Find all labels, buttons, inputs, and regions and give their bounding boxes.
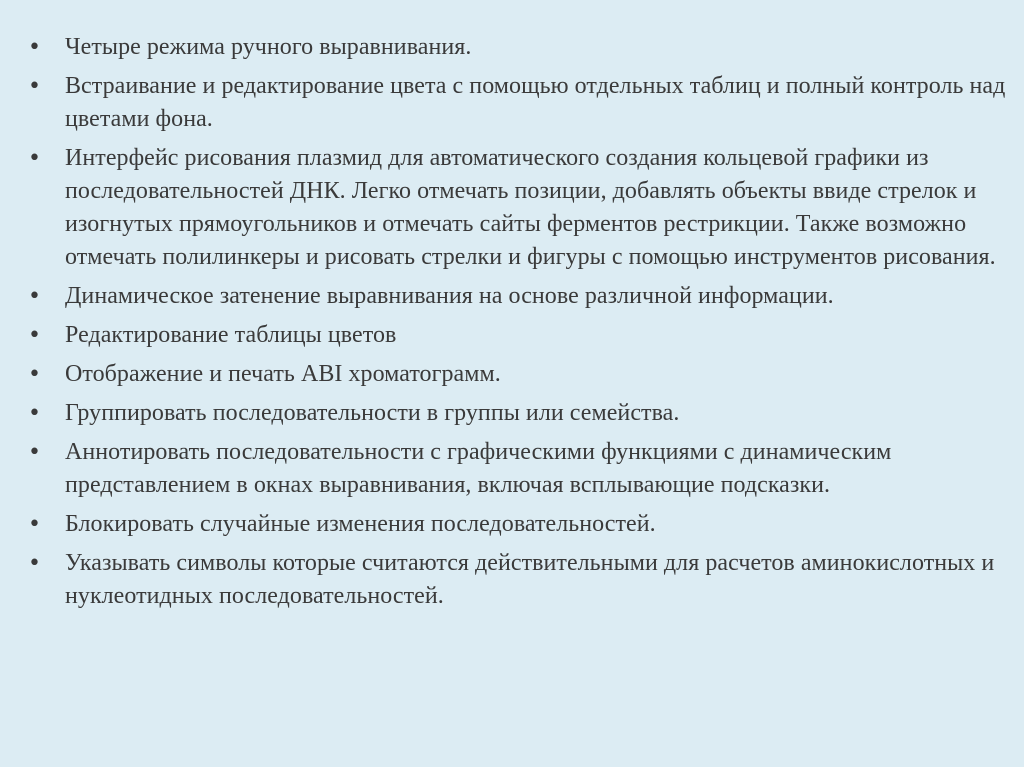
bullet-text: Аннотировать последовательности с графическими функциями с динамическим представлением в окнах выравнивания, включая всплывающие подсказки. <box>65 439 892 498</box>
list-item <box>28 142 1013 274</box>
list-item <box>28 70 1013 136</box>
list-item <box>28 280 1013 313</box>
bullet-text: Блокировать случайные изменения последовательностей. <box>65 511 656 537</box>
bullet-text: Отображение и печать ABI хроматограмм. <box>65 361 501 387</box>
bullet-icon: • <box>28 512 42 537</box>
bullet-text: Динамическое затенение выравнивания на основе различной информации. <box>65 283 834 309</box>
bullet-text: Четыре режима ручного выравнивания. <box>65 34 472 60</box>
bullet-icon: • <box>28 440 42 465</box>
list-item <box>28 508 1013 541</box>
bullet-text: Указывать символы которые считаются действительными для расчетов аминокислотных и нуклеотидных последовательностей. <box>65 550 995 609</box>
bullet-list <box>28 31 1013 619</box>
bullet-icon: • <box>28 401 42 426</box>
bullet-icon: • <box>28 362 42 387</box>
bullet-text: Группировать последовательности в группы или семейства. <box>65 400 680 426</box>
list-item <box>28 358 1013 391</box>
list-item <box>28 319 1013 352</box>
bullet-icon: • <box>28 74 42 99</box>
bullet-icon: • <box>28 35 42 60</box>
list-item <box>28 397 1013 430</box>
bullet-icon: • <box>28 284 42 309</box>
bullet-icon: • <box>28 323 42 348</box>
bullet-text: Встраивание и редактирование цвета с помощью отдельных таблиц и полный контроль над цветами фона. <box>65 73 1006 132</box>
bullet-text: Интерфейс рисования плазмид для автоматического создания кольцевой графики из последовательностей ДНК. Легко отмечать позиции, добавлять объекты ввиде стрелок и изогнутых прямоугольников и отмечать сайты ферментов рестрикции. Также возможно отмечать полилинкеры и рисовать стрелки и фигуры с помощью инструментов рисования. <box>65 145 996 270</box>
list-item <box>28 547 1013 613</box>
list-item <box>28 31 1013 64</box>
bullet-text: Редактирование таблицы цветов <box>65 322 397 348</box>
bullet-icon: • <box>28 146 42 171</box>
list-item <box>28 436 1013 502</box>
bullet-icon: • <box>28 551 42 576</box>
